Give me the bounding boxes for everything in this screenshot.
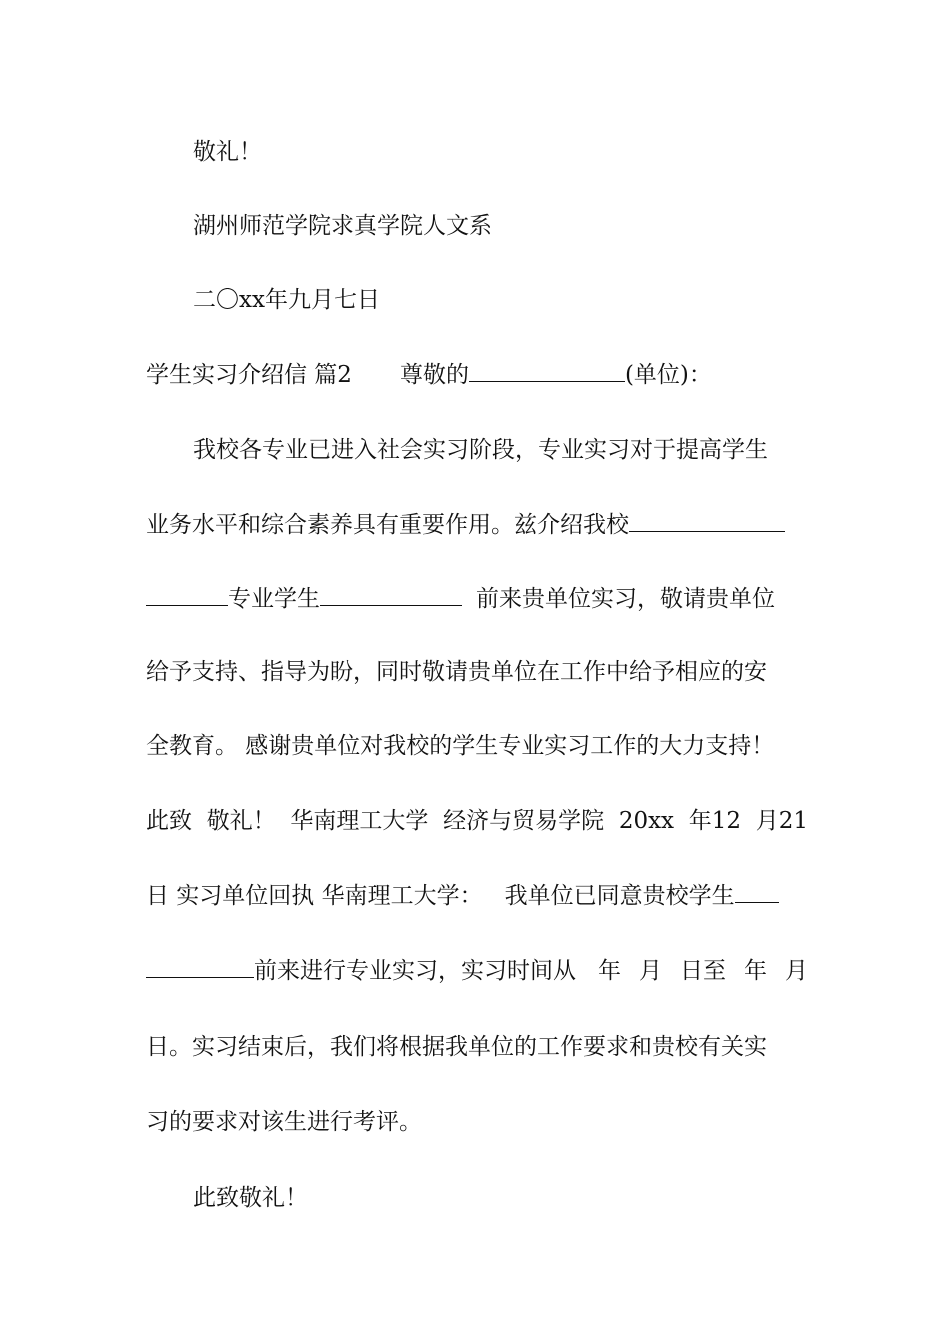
organization-signature: 湖州师范学院求真学院人文系 bbox=[193, 213, 492, 239]
line-fragment: 敬礼！ bbox=[206, 808, 276, 834]
major-blank bbox=[146, 583, 228, 606]
paragraph-text: 业务水平和综合素养具有重要作用。兹介绍我校 bbox=[146, 512, 629, 538]
paragraph-line: 我校各专业已进入社会实习阶段，专业实习对于提高学生 bbox=[193, 437, 768, 463]
section-title-line bbox=[146, 359, 808, 389]
closing-line: 此致敬礼！ bbox=[193, 1185, 308, 1211]
line-fragment: 20xx bbox=[618, 808, 675, 834]
line-fragment: 月21 bbox=[755, 808, 808, 834]
section-title: 学生实习介绍信 篇2 bbox=[146, 362, 352, 388]
line-fragment: 年12 bbox=[688, 808, 742, 834]
paragraph-line: 给予支持、指导为盼，同时敬请贵单位在工作中给予相应的安 bbox=[146, 659, 767, 685]
line-fragment: 经济与贸易学院 bbox=[443, 808, 605, 834]
closing-line: 敬礼！ bbox=[193, 139, 262, 165]
line-fragment: 此致 bbox=[146, 808, 192, 834]
paragraph-line: 全教育。 感谢贵单位对我校的学生专业实习工作的大力支持！ bbox=[146, 733, 775, 759]
paragraph-line bbox=[146, 583, 808, 613]
school-blank bbox=[629, 509, 785, 532]
salutation-prefix: 尊敬的 bbox=[399, 362, 469, 388]
student-name-blank bbox=[320, 583, 462, 606]
paragraph-line bbox=[146, 955, 808, 985]
line-fragment: 前来进行专业实习，实习时间从 bbox=[254, 958, 576, 984]
line-fragment: 日 实习单位回执 华南理工大学： bbox=[146, 883, 483, 909]
line-fragment: 我单位已同意贵校学生 bbox=[504, 883, 735, 909]
salutation-suffix: (单位)： bbox=[624, 362, 712, 388]
line-fragment: 年 bbox=[744, 958, 767, 984]
paragraph-line bbox=[146, 509, 808, 539]
paragraph-text: 专业学生 bbox=[228, 586, 320, 612]
student-blank bbox=[735, 880, 779, 903]
line-fragment: 华南理工大学 bbox=[290, 808, 429, 834]
student-blank-cont bbox=[146, 955, 254, 978]
paragraph-text: 前来贵单位实习，敬请贵单位 bbox=[476, 586, 775, 612]
line-fragment: 日至 bbox=[680, 958, 726, 984]
paragraph-line bbox=[146, 880, 808, 910]
unit-blank bbox=[469, 359, 625, 382]
paragraph-line: 日。实习结束后，我们将根据我单位的工作要求和贵校有关实 bbox=[146, 1034, 767, 1060]
paragraph-line bbox=[146, 806, 808, 836]
line-fragment: 年 bbox=[598, 958, 621, 984]
date-line: 二〇xx年九月七日 bbox=[193, 287, 380, 313]
line-fragment: 月 bbox=[785, 958, 808, 984]
paragraph-line: 习的要求对该生进行考评。 bbox=[146, 1109, 422, 1135]
line-fragment: 月 bbox=[639, 958, 662, 984]
